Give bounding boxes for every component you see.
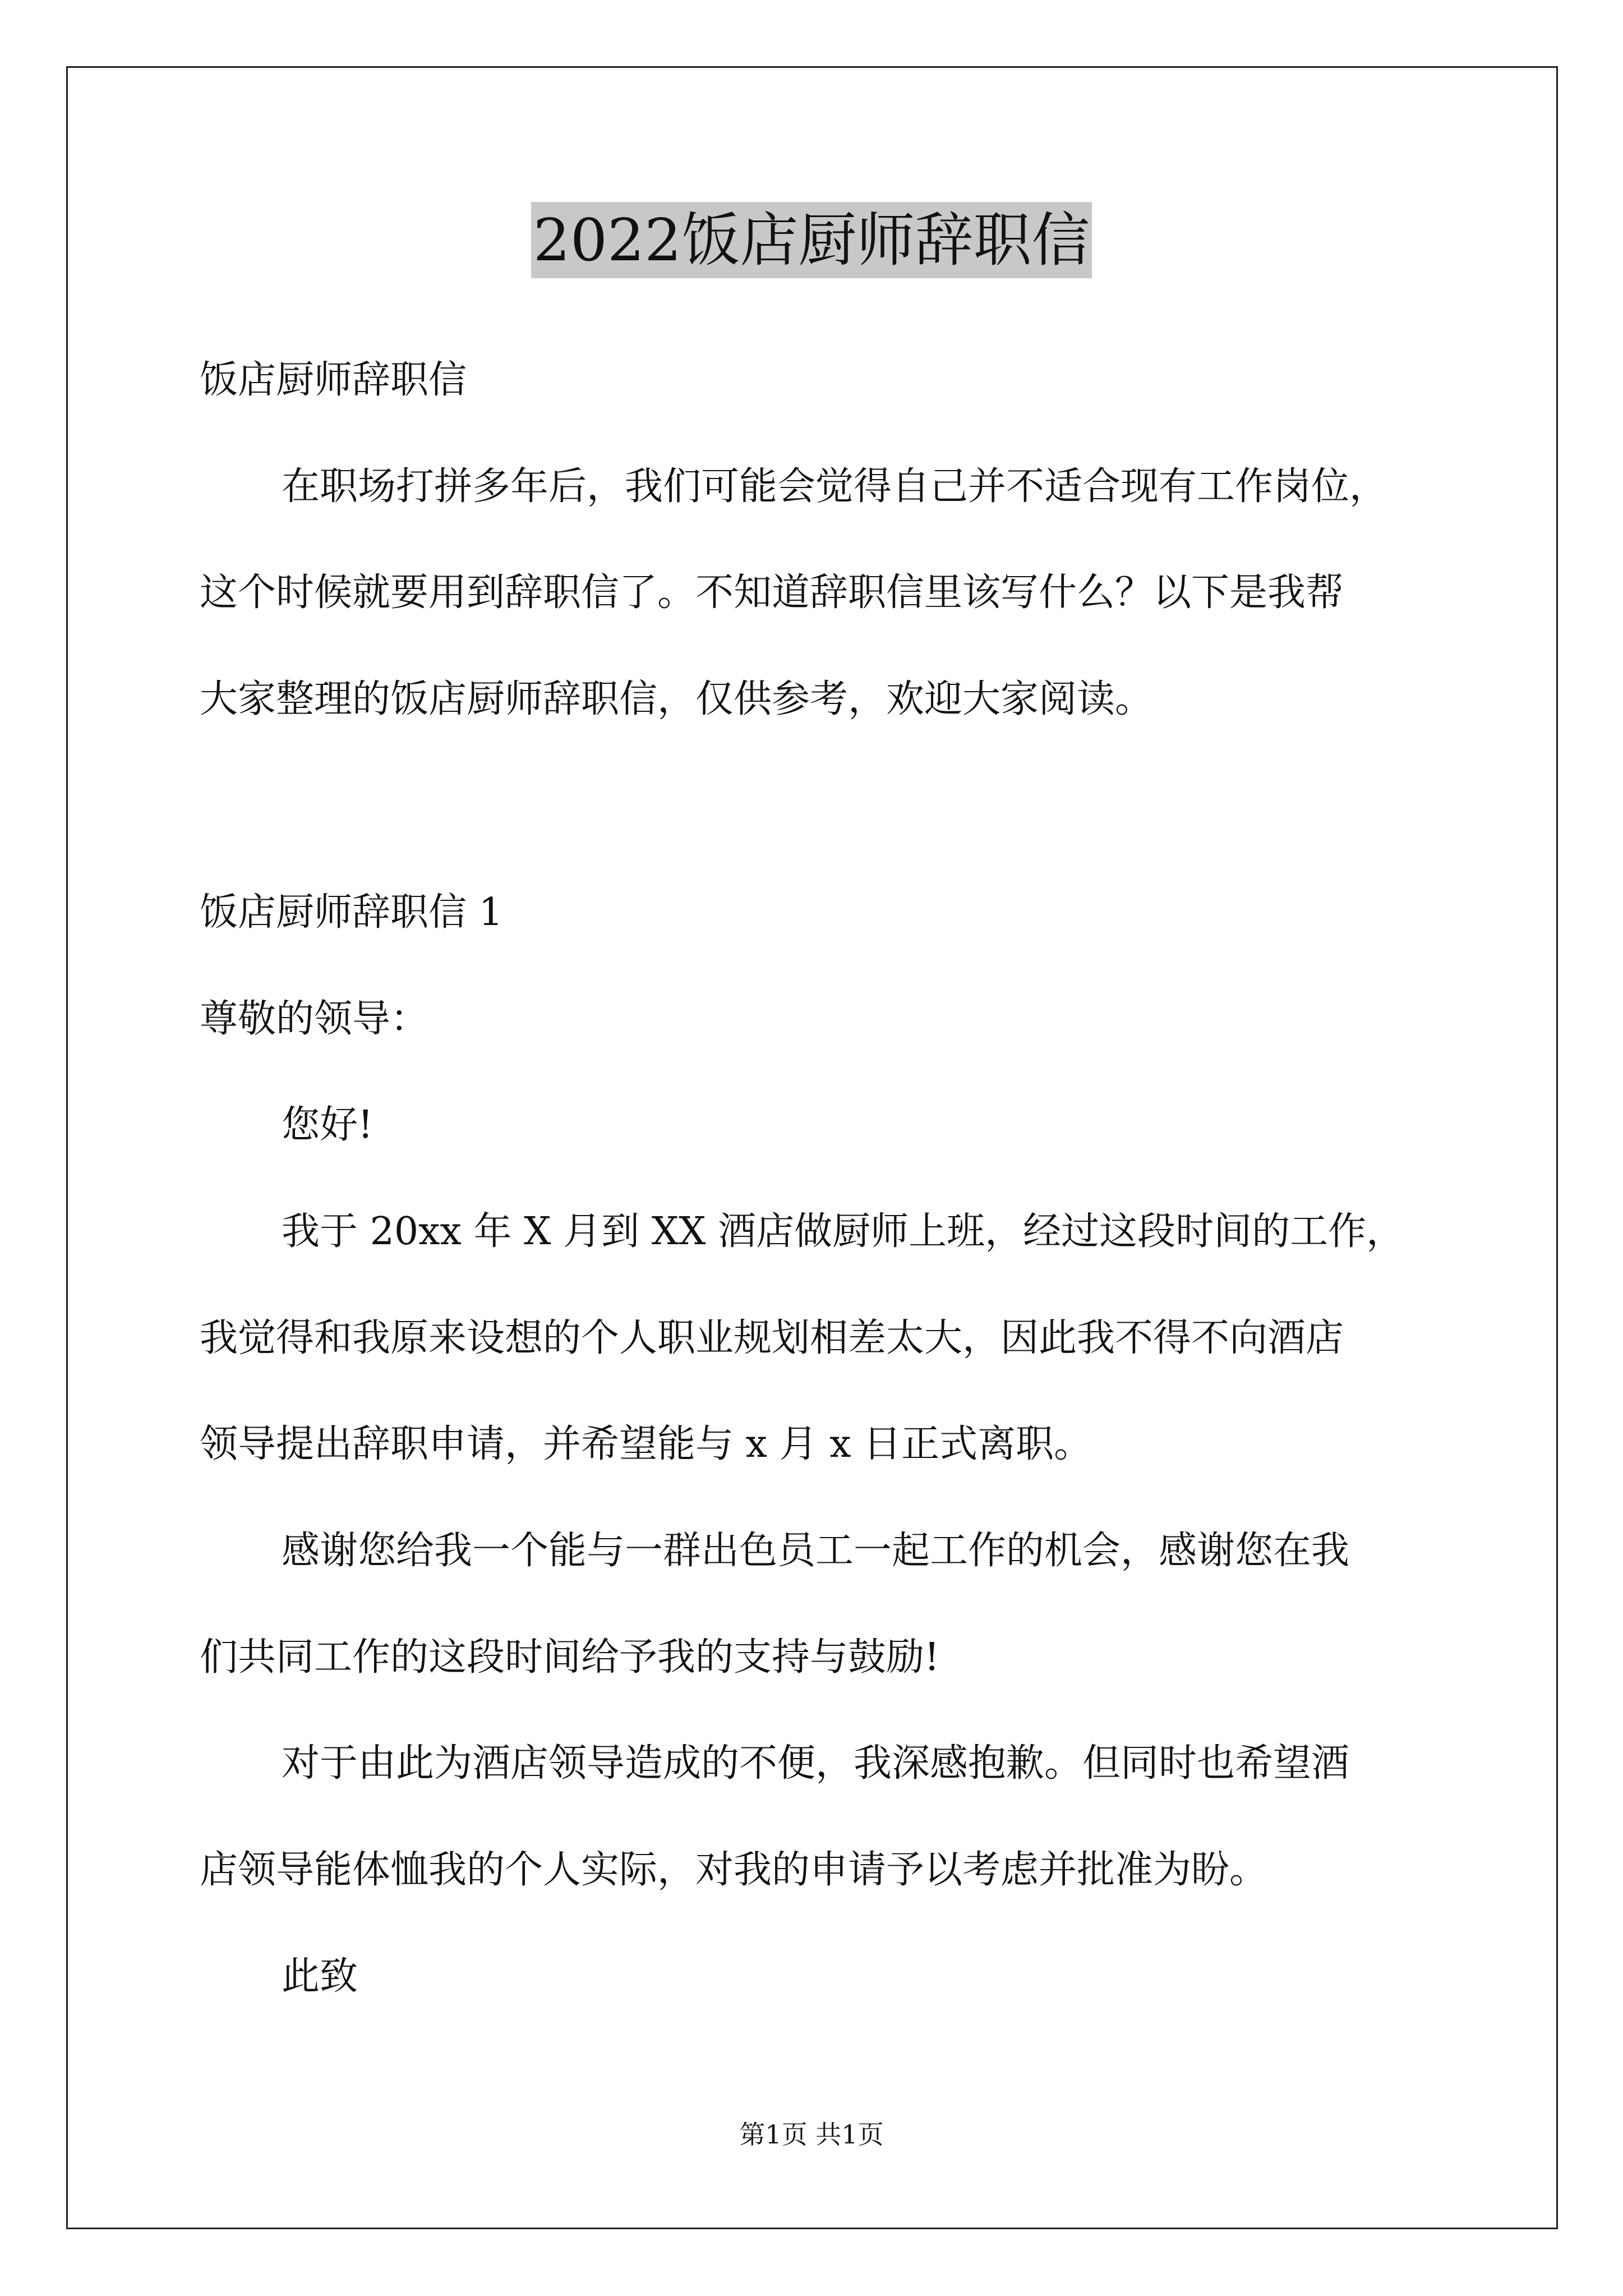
- intro-line-1: 在职场打拼多年后，我们可能会觉得自己并不适合现有工作岗位，: [282, 464, 1388, 509]
- document-title: 2022饭店厨师辞职信: [531, 202, 1092, 278]
- body-line-7: 店领导能体恤我的个人实际，对我的申请予以考虑并批准为盼。: [200, 1848, 1268, 1892]
- body-line-2: 我觉得和我原来设想的个人职业规划相差太大，因此我不得不向酒店: [200, 1316, 1344, 1360]
- page-footer: 第1页 共1页: [739, 2119, 884, 2150]
- intro-line-3: 大家整理的饭店厨师辞职信，仅供参考，欢迎大家阅读。: [200, 677, 1154, 721]
- salutation: 尊敬的领导：: [200, 997, 429, 1041]
- greeting: 您好!: [282, 1103, 374, 1147]
- body-line-5: 们共同工作的这段时间给予我的支持与鼓励!: [200, 1635, 940, 1680]
- intro-line-2: 这个时候就要用到辞职信了。不知道辞职信里该写什么？以下是我帮: [200, 570, 1344, 615]
- body-line-1: 我于 20xx 年 X 月到 XX 酒店做厨师上班，经过这段时间的工作，: [282, 1209, 1405, 1254]
- body-line-4: 感谢您给我一个能与一群出色员工一起工作的机会，感谢您在我: [282, 1529, 1350, 1573]
- body-line-6: 对于由此为酒店领导造成的不便，我深感抱歉。但同时也希望酒: [282, 1741, 1350, 1786]
- section-heading: 饭店厨师辞职信 1: [200, 890, 503, 935]
- closing: 此致: [282, 1954, 358, 1999]
- subtitle: 饭店厨师辞职信: [200, 358, 467, 402]
- title-container: [0, 202, 1623, 278]
- body-line-3: 领导提出辞职申请，并希望能与 x 月 x 日正式离职。: [200, 1422, 1092, 1466]
